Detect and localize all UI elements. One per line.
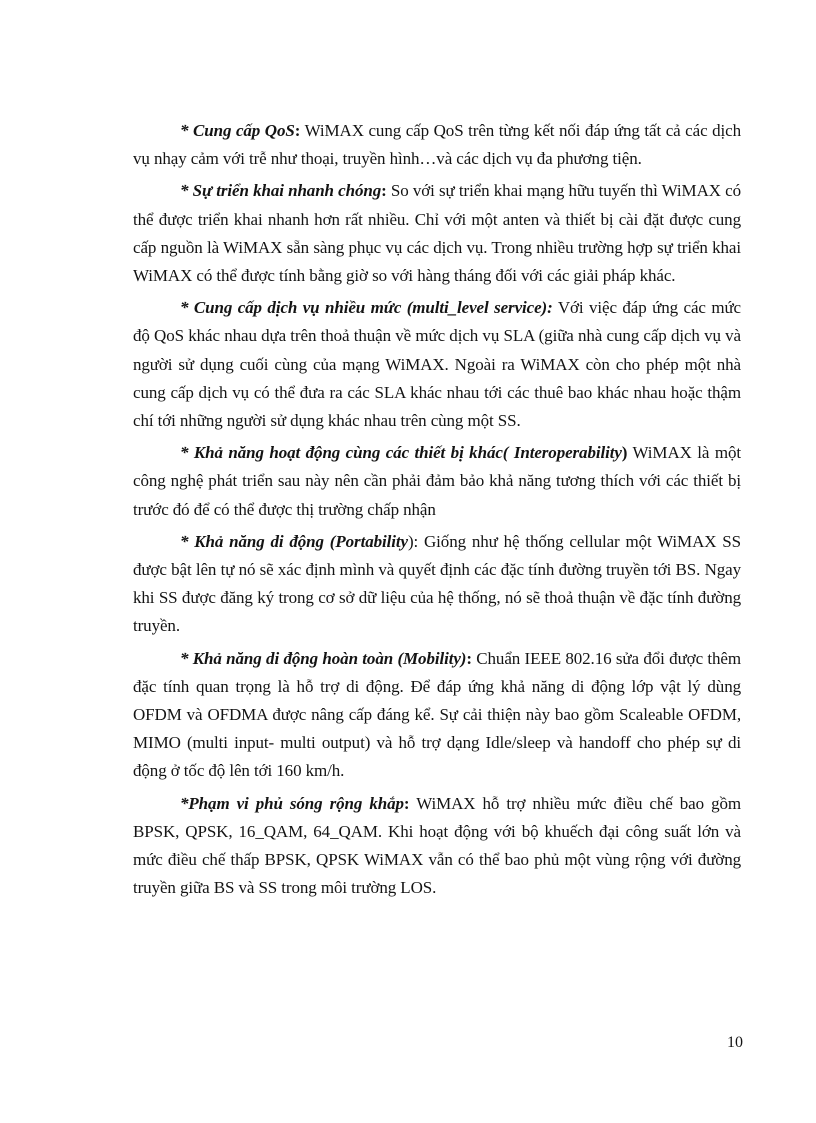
paragraph-coverage-heading-colon: : bbox=[403, 793, 410, 813]
paragraph-interoperability bbox=[133, 439, 741, 524]
paragraph-portability-text: Giống như hệ thống cellular một WiMAX SS được bật lên tự nó sẽ xác định mình và quyết định các đặc tính đường truyền tới BS. Ngay khi SS được đăng ký trong cơ sở dữ liệu của hệ thống, nó sẽ thoả thuận về đặc tính đường truyền. bbox=[133, 531, 742, 636]
paragraph-mobility-text: Chuẩn IEEE 802.16 sửa đổi được thêm đặc tính quan trọng là hỗ trợ di động. Để đáp ứng khả năng di động lớp vật lý dùng OFDM và OFDMA được nâng cấp đáng kể. Sự cải thiện này bao gồm Scaleable OFDM, MIMO (multi input- multi output) và hỗ trợ dạng Idle/sleep và handoff cho phép sự di động ở tốc độ lên tới 160 km/h. bbox=[133, 648, 741, 781]
page-number: 10 bbox=[727, 1034, 743, 1051]
paragraph-coverage-heading: *Phạm vi phủ sóng rộng khắp bbox=[180, 793, 404, 813]
paragraph-mobility-heading: * Khả năng di động hoàn toàn (Mobility) bbox=[180, 648, 467, 668]
paragraph-qos-heading-colon: : bbox=[294, 121, 301, 140]
paragraph-interoperability-heading-paren: ) bbox=[621, 443, 628, 463]
paragraph-multi-level-service-text: Với việc đáp ứng các mức độ QoS khác nhau dựa trên thoả thuận về mức dịch vụ SLA (giữa nhà cung cấp dịch vụ và người sử dụng cuối cùng của mạng WiMAX. Ngoài ra WiMAX còn cho phép một nhà cung cấp dịch vụ có thể đưa ra các SLA khác nhau tới các thuê bao khác nhau hoặc thậm chí tới những người sử dụng khác nhau trên cùng một SS. bbox=[133, 298, 742, 431]
paragraph-fast-deployment-heading-colon: : bbox=[381, 181, 387, 201]
paragraph-fast-deployment-heading: * Sự triển khai nhanh chóng bbox=[180, 181, 382, 201]
paragraph-qos bbox=[133, 117, 741, 173]
document-body bbox=[133, 117, 741, 906]
paragraph-interoperability-heading: * Khả năng hoạt động cùng các thiết bị khác( Interoperability bbox=[180, 443, 622, 463]
paragraph-mobility bbox=[133, 645, 741, 786]
paragraph-multi-level-service-heading: * Cung cấp dịch vụ nhiều mức (multi_level service): bbox=[180, 298, 553, 318]
paragraph-portability-heading-paren: ): bbox=[407, 531, 419, 551]
paragraph-interoperability-text: WiMAX là một công nghệ phát triển sau này nên cần phải đảm bảo khả năng tương thích với các thiết bị trước đó để có thể được thị trường chấp nhận bbox=[133, 443, 741, 519]
paragraph-fast-deployment bbox=[133, 177, 741, 290]
paragraph-mobility-heading-colon: : bbox=[466, 648, 472, 668]
paragraph-coverage bbox=[133, 790, 741, 903]
paragraph-qos-heading: * Cung cấp QoS bbox=[180, 121, 295, 140]
paragraph-qos-text: WiMAX cung cấp QoS trên từng kết nối đáp ứng tất cả các dịch vụ nhạy cảm với trễ như thoại, truyền hình…và các dịch vụ đa phương tiện. bbox=[133, 121, 741, 169]
paragraph-portability bbox=[133, 528, 741, 641]
paragraph-portability-heading: * Khả năng di động (Portability bbox=[180, 531, 408, 551]
paragraph-multi-level-service bbox=[133, 294, 741, 435]
paragraph-fast-deployment-text: So với sự triển khai mạng hữu tuyến thì WiMAX có thể được triển khai nhanh hơn rất nhiều. Chỉ với một anten và thiết bị cài đặt được cung cấp nguồn là WiMAX sẵn sàng phục vụ các dịch vụ. Trong nhiều trường hợp sự triển khai WiMAX có thể được tính bằng giờ so với hàng tháng đối với các giải pháp khác. bbox=[133, 181, 742, 286]
paragraph-coverage-text: WiMAX hỗ trợ nhiều mức điều chế bao gồm BPSK, QPSK, 16_QAM, 64_QAM. Khi hoạt động với bộ khuếch đại công suất lớn và mức điều chế thấp BPSK, QPSK WiMAX vẫn có thể bao phủ một vùng rộng với đường truyền giữa BS và SS trong môi trường LOS. bbox=[133, 793, 741, 898]
